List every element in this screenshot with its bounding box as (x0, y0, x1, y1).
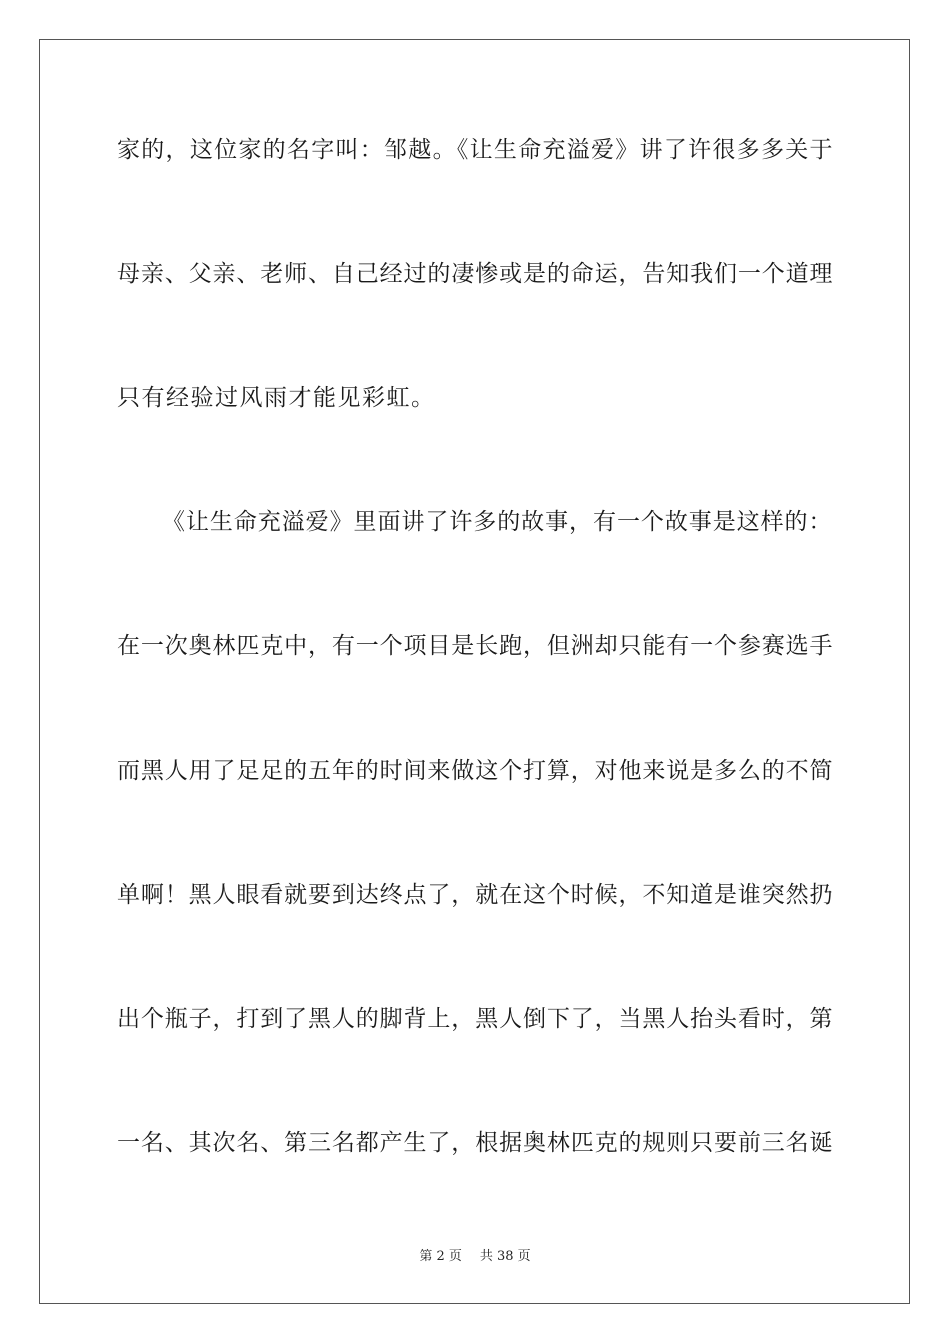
page-total: 共 38 页 (479, 1249, 531, 1264)
text-line-9: 一名、其次名、第三名都产生了，根据奥林匹克的规则只要前三名诞 (117, 1130, 833, 1156)
text-line-8: 出个瓶子，打到了黑人的脚背上，黑人倒下了，当黑人抬头看时，第 (117, 1006, 833, 1032)
text-line-6: 而黑人用了足足的五年的时间来做这个打算，对他来说是多么的不简 (117, 758, 833, 784)
page-frame (39, 39, 910, 1304)
text-line-3: 只有经验过风雨才能见彩虹。 (117, 385, 436, 411)
text-line-1: 家的，这位家的名字叫：邹越。《让生命充溢爱》讲了许很多多关于 (117, 137, 833, 163)
text-line-5: 在一次奥林匹克中，有一个项目是长跑，但洲却只能有一个参赛选手 (117, 633, 833, 659)
text-line-2: 母亲、父亲、老师、自己经过的凄惨或是的命运，告知我们一个道理 (117, 261, 833, 287)
paragraph-start-line: 《让生命充溢爱》里面讲了许多的故事，有一个故事是这样的： (162, 509, 832, 535)
page-number: 第 2 页 (419, 1249, 462, 1264)
page-footer (0, 1249, 950, 1265)
text-line-7: 单啊！黑人眼看就要到达终点了，就在这个时候，不知道是谁突然扔 (117, 882, 833, 908)
